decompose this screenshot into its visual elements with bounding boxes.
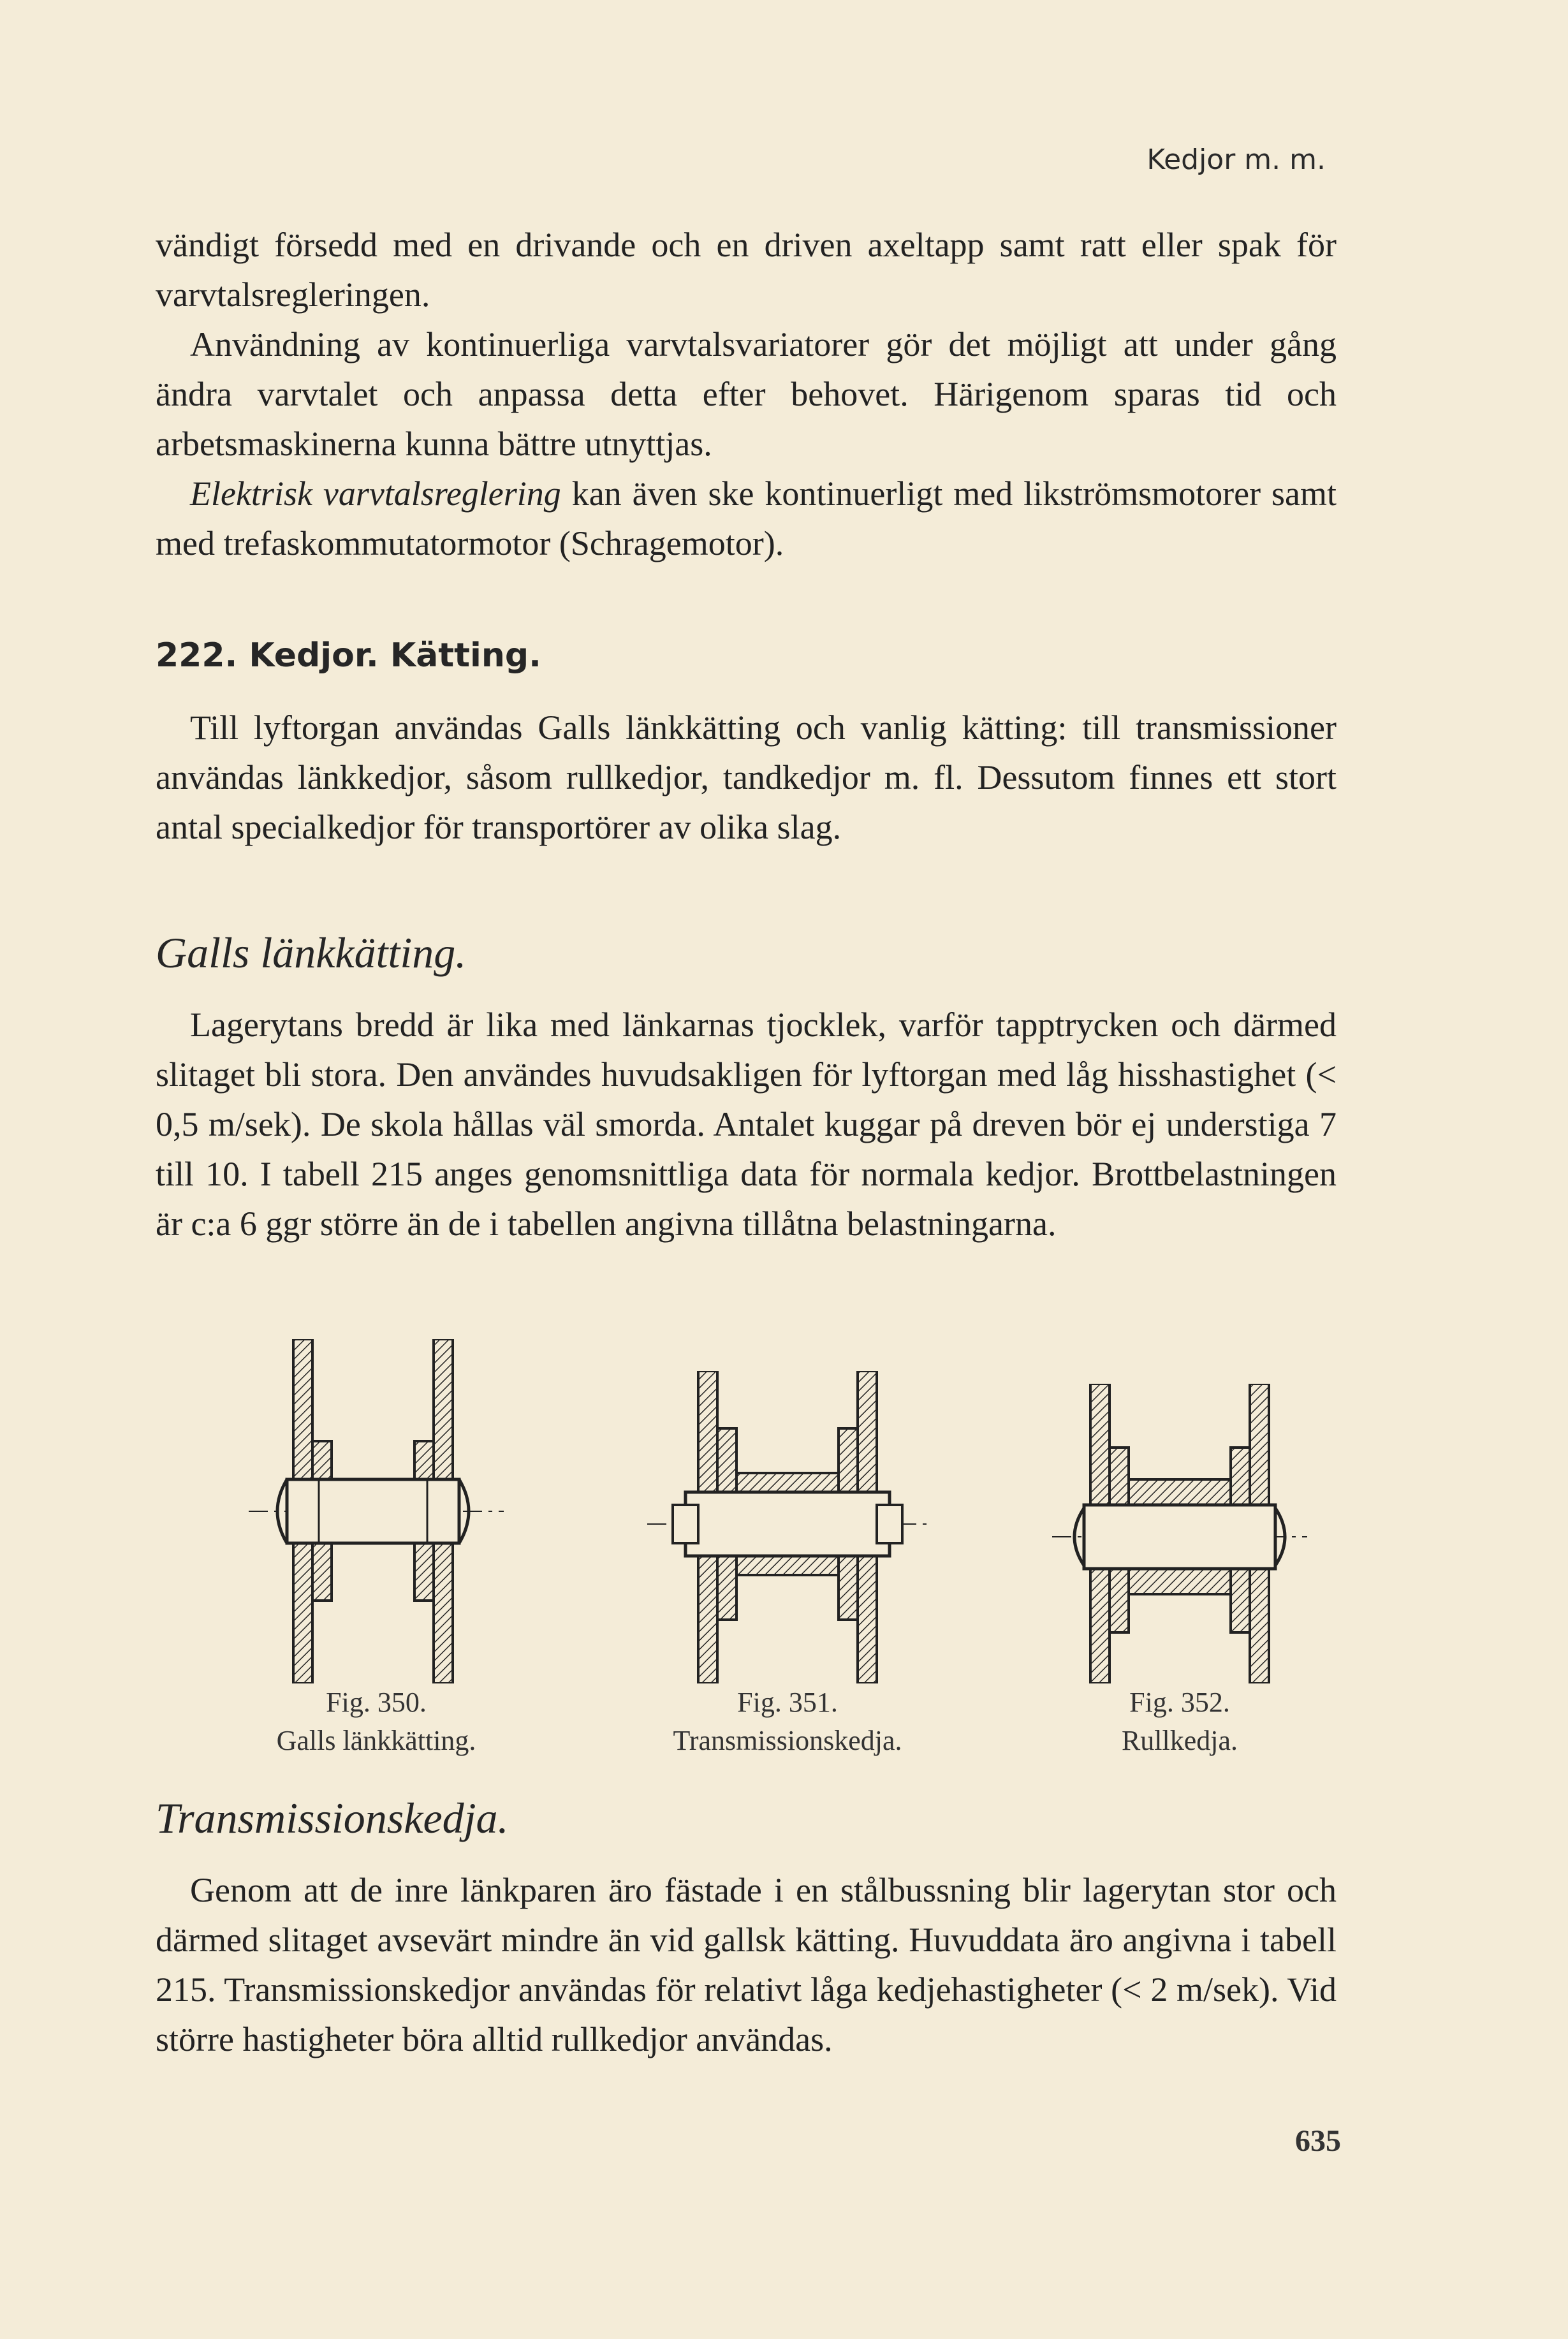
transmission-chain-drawing bbox=[634, 1371, 941, 1683]
transmission-text bbox=[156, 1865, 1337, 2064]
section-222-paragraph: Till lyftorgan användas Galls länkkätting och vanlig kätting: till transmissioner användas länkkedjor, såsom rullkedjor, tandkedjor m. fl. Dessutom finnes ett stort antal specialkedjor för transportörer av olika slag. bbox=[156, 708, 1337, 846]
transmission-heading: Transmissionskedja. bbox=[156, 1794, 509, 1842]
galls-heading: Galls länkkätting. bbox=[156, 928, 467, 977]
figure-350-number: Fig. 350. bbox=[326, 1687, 427, 1718]
section-222-text bbox=[156, 703, 1337, 852]
transmission-paragraph: Genom att de inre länkparen äro fästade i en stålbussning blir lagerytan stor och därmed slitaget avsevärt mindre än vid gallsk kätting. Huvuddata äro angivna i tabell 215. Transmissionskedjor användas för relativt låga kedjehastigheter (< 2 m/sek). Vid större hastigheter böra alltid rullkedjor användas. bbox=[156, 1871, 1337, 2058]
figure-352-caption: Rullkedja. bbox=[1121, 1725, 1238, 1756]
galls-chain-drawing bbox=[223, 1339, 529, 1683]
galls-text bbox=[156, 1000, 1337, 1249]
elektrisk-lead: Elektrisk varvtalsreglering bbox=[190, 474, 561, 513]
intro-paragraph-1: vändigt försedd med en drivande och en driven axeltapp samt ratt eller spak för varvtalsregleringen. bbox=[156, 226, 1337, 314]
figure-351-number: Fig. 351. bbox=[737, 1687, 838, 1718]
figure-352-number: Fig. 352. bbox=[1129, 1687, 1230, 1718]
figure-351 bbox=[622, 1371, 953, 1760]
section-heading-222: 222. Kedjor. Kätting. bbox=[156, 636, 541, 675]
figure-351-caption: Transmissionskedja. bbox=[673, 1725, 902, 1756]
intro-text bbox=[156, 220, 1337, 568]
galls-paragraph: Lagerytans bredd är lika med länkarnas tjocklek, varför tapptrycken och därmed slitaget bli stora. Den användes huvudsakligen för lyftorgan med låg hisshastighet (< 0,5 m/sek). De skola hållas väl smorda. Antalet kuggar på dreven bör ej understiga 7 till 10. I tabell 215 anges genomsnittliga data för normala kedjor. Brottbelastningen är c:a 6 ggr större än de i tabellen angivna tillåtna belastningarna. bbox=[156, 1006, 1337, 1243]
figure-350-caption: Galls länkkätting. bbox=[276, 1725, 476, 1756]
figure-352 bbox=[1033, 1384, 1326, 1760]
roller-chain-drawing bbox=[1046, 1384, 1314, 1683]
intro-paragraph-2: Användning av kontinuerliga varvtalsvariatorer gör det möjligt att under gång ändra varvtalet och anpassa detta efter behovet. Härigenom sparas tid och arbetsmaskinerna kunna bättre utnyttjas. bbox=[156, 325, 1337, 463]
figure-350 bbox=[210, 1339, 542, 1760]
page-number: 635 bbox=[1295, 2124, 1341, 2158]
elektrisk-paragraph bbox=[156, 469, 1337, 568]
running-head: Kedjor m. m. bbox=[1147, 143, 1326, 176]
elektrisk-rest: kan även ske kontinuerligt med likströmsmotorer samt med trefaskommutatormotor (Schragemotor). bbox=[156, 474, 1337, 562]
